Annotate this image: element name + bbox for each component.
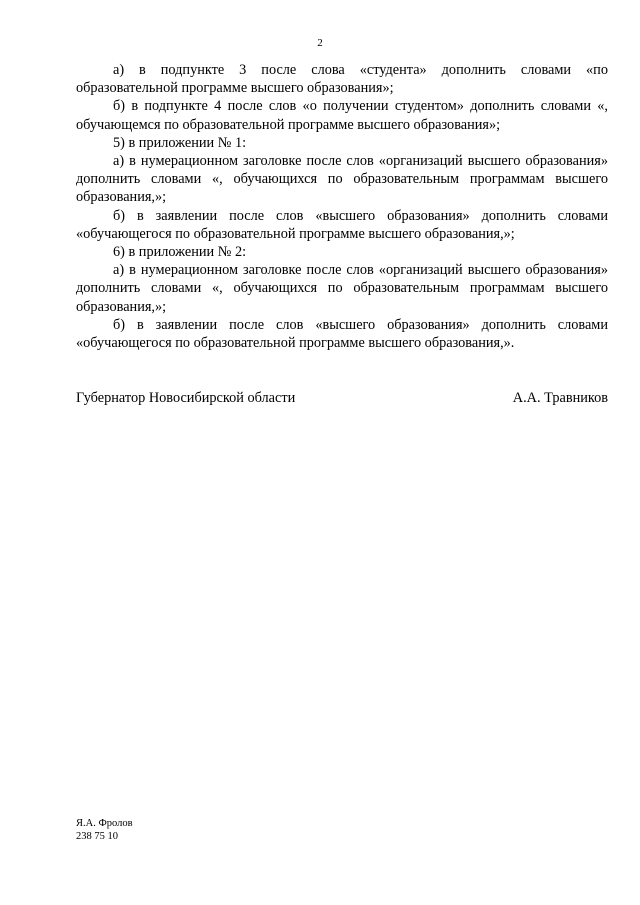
paragraph-2: б) в подпункте 4 после слов «о получении студентом» дополнить словами «, обучающемся по образовательной программе высшего образования»; — [76, 98, 608, 133]
signatory-name: А.А. Травников — [512, 390, 608, 406]
document-body — [76, 61, 608, 352]
paragraph-1: а) в подпункте 3 после слова «студента» дополнить словами «по образовательной программе высшего образования»; — [76, 62, 608, 97]
paragraph-5: б) в заявлении после слов «высшего образования» дополнить словами «обучающегося по образовательной программе высшего образования,»; — [76, 207, 608, 242]
paragraph-6: 6) в приложении № 2: — [113, 244, 247, 261]
paragraph-3: 5) в приложении № 1: — [113, 134, 247, 151]
executor-block — [76, 818, 133, 843]
paragraph-7: а) в нумерационном заголовке после слов «организаций высшего образования» дополнить словами «, обучающихся по образовательным программам высшего образования,»; — [76, 262, 608, 315]
executor-phone: 238 75 10 — [76, 830, 118, 842]
paragraph-4: а) в нумерационном заголовке после слов «организаций высшего образования» дополнить словами «, обучающихся по образовательным программам высшего образования,»; — [76, 153, 608, 206]
paragraph-8: б) в заявлении после слов «высшего образования» дополнить словами «обучающегося по образовательной программе высшего образования,». — [76, 316, 608, 352]
page-number: 2 — [317, 37, 323, 49]
signatory-title: Губернатор Новосибирской области — [76, 390, 296, 406]
executor-name: Я.А. Фролов — [76, 818, 133, 829]
